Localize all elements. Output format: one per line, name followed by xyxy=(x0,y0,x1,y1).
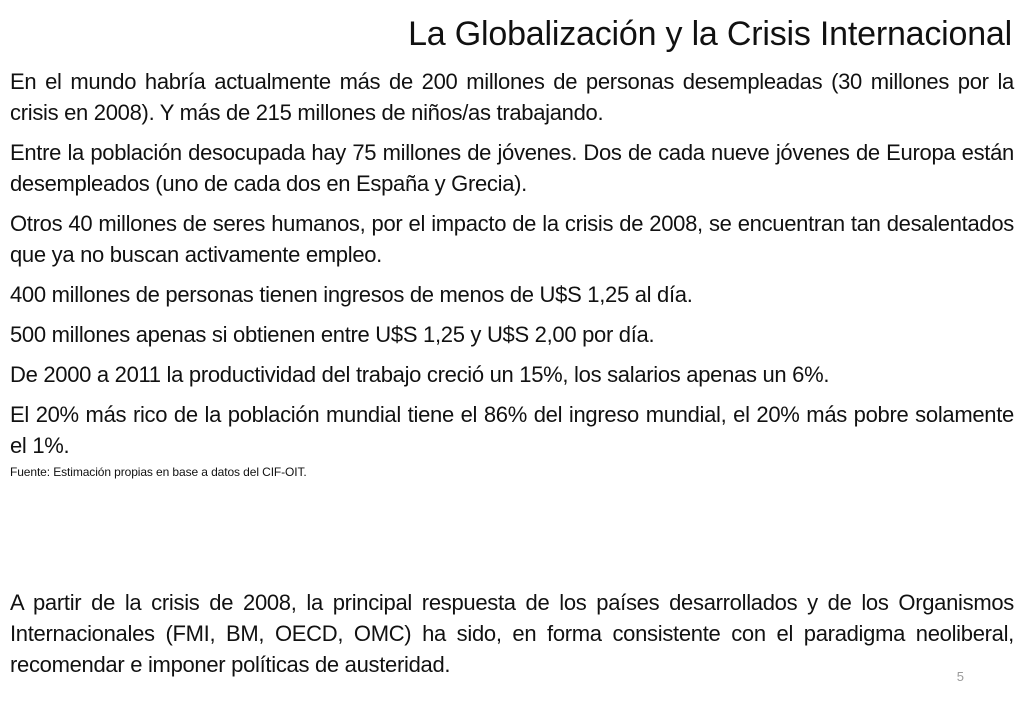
slide-title: La Globalización y la Crisis Internacional xyxy=(408,15,1012,53)
paragraph-income-200: 500 millones apenas si obtienen entre U$S 1,25 y U$S 2,00 por día. xyxy=(10,322,655,347)
paragraph-inequality: El 20% más rico de la población mundial tiene el 86% del ingreso mundial, el 20% más pobre solamente el 1%. xyxy=(10,402,1014,458)
closing-paragraph: A partir de la crisis de 2008, la principal respuesta de los países desarrollados y de los Organismos Internacionales (FMI, BM, OECD, OMC) ha sido, en forma consistente con el paradigma neoliberal, recomendar e imponer políticas de austeridad. xyxy=(10,590,1014,677)
paragraph-youth: Entre la población desocupada hay 75 millones de jóvenes. Dos de cada nueve jóvenes de Europa están desempleados (uno de cada dos en España y Grecia). xyxy=(10,140,1014,196)
paragraph-productivity: De 2000 a 2011 la productividad del trabajo creció un 15%, los salarios apenas un 6%. xyxy=(10,362,830,387)
paragraph-unemployment: En el mundo habría actualmente más de 200 millones de personas desempleadas (30 millones por la crisis en 2008). Y más de 215 millones de niños/as trabajando. xyxy=(10,69,1014,125)
paragraph-income-125: 400 millones de personas tienen ingresos de menos de U$S 1,25 al día. xyxy=(10,282,693,307)
page-number: 5 xyxy=(956,669,964,684)
source-note: Fuente: Estimación propias en base a datos del CIF-OIT. xyxy=(10,465,307,479)
paragraph-discouraged: Otros 40 millones de seres humanos, por el impacto de la crisis de 2008, se encuentran tan desalentados que ya no buscan activamente empleo. xyxy=(10,211,1014,267)
slide-body xyxy=(10,66,1014,480)
